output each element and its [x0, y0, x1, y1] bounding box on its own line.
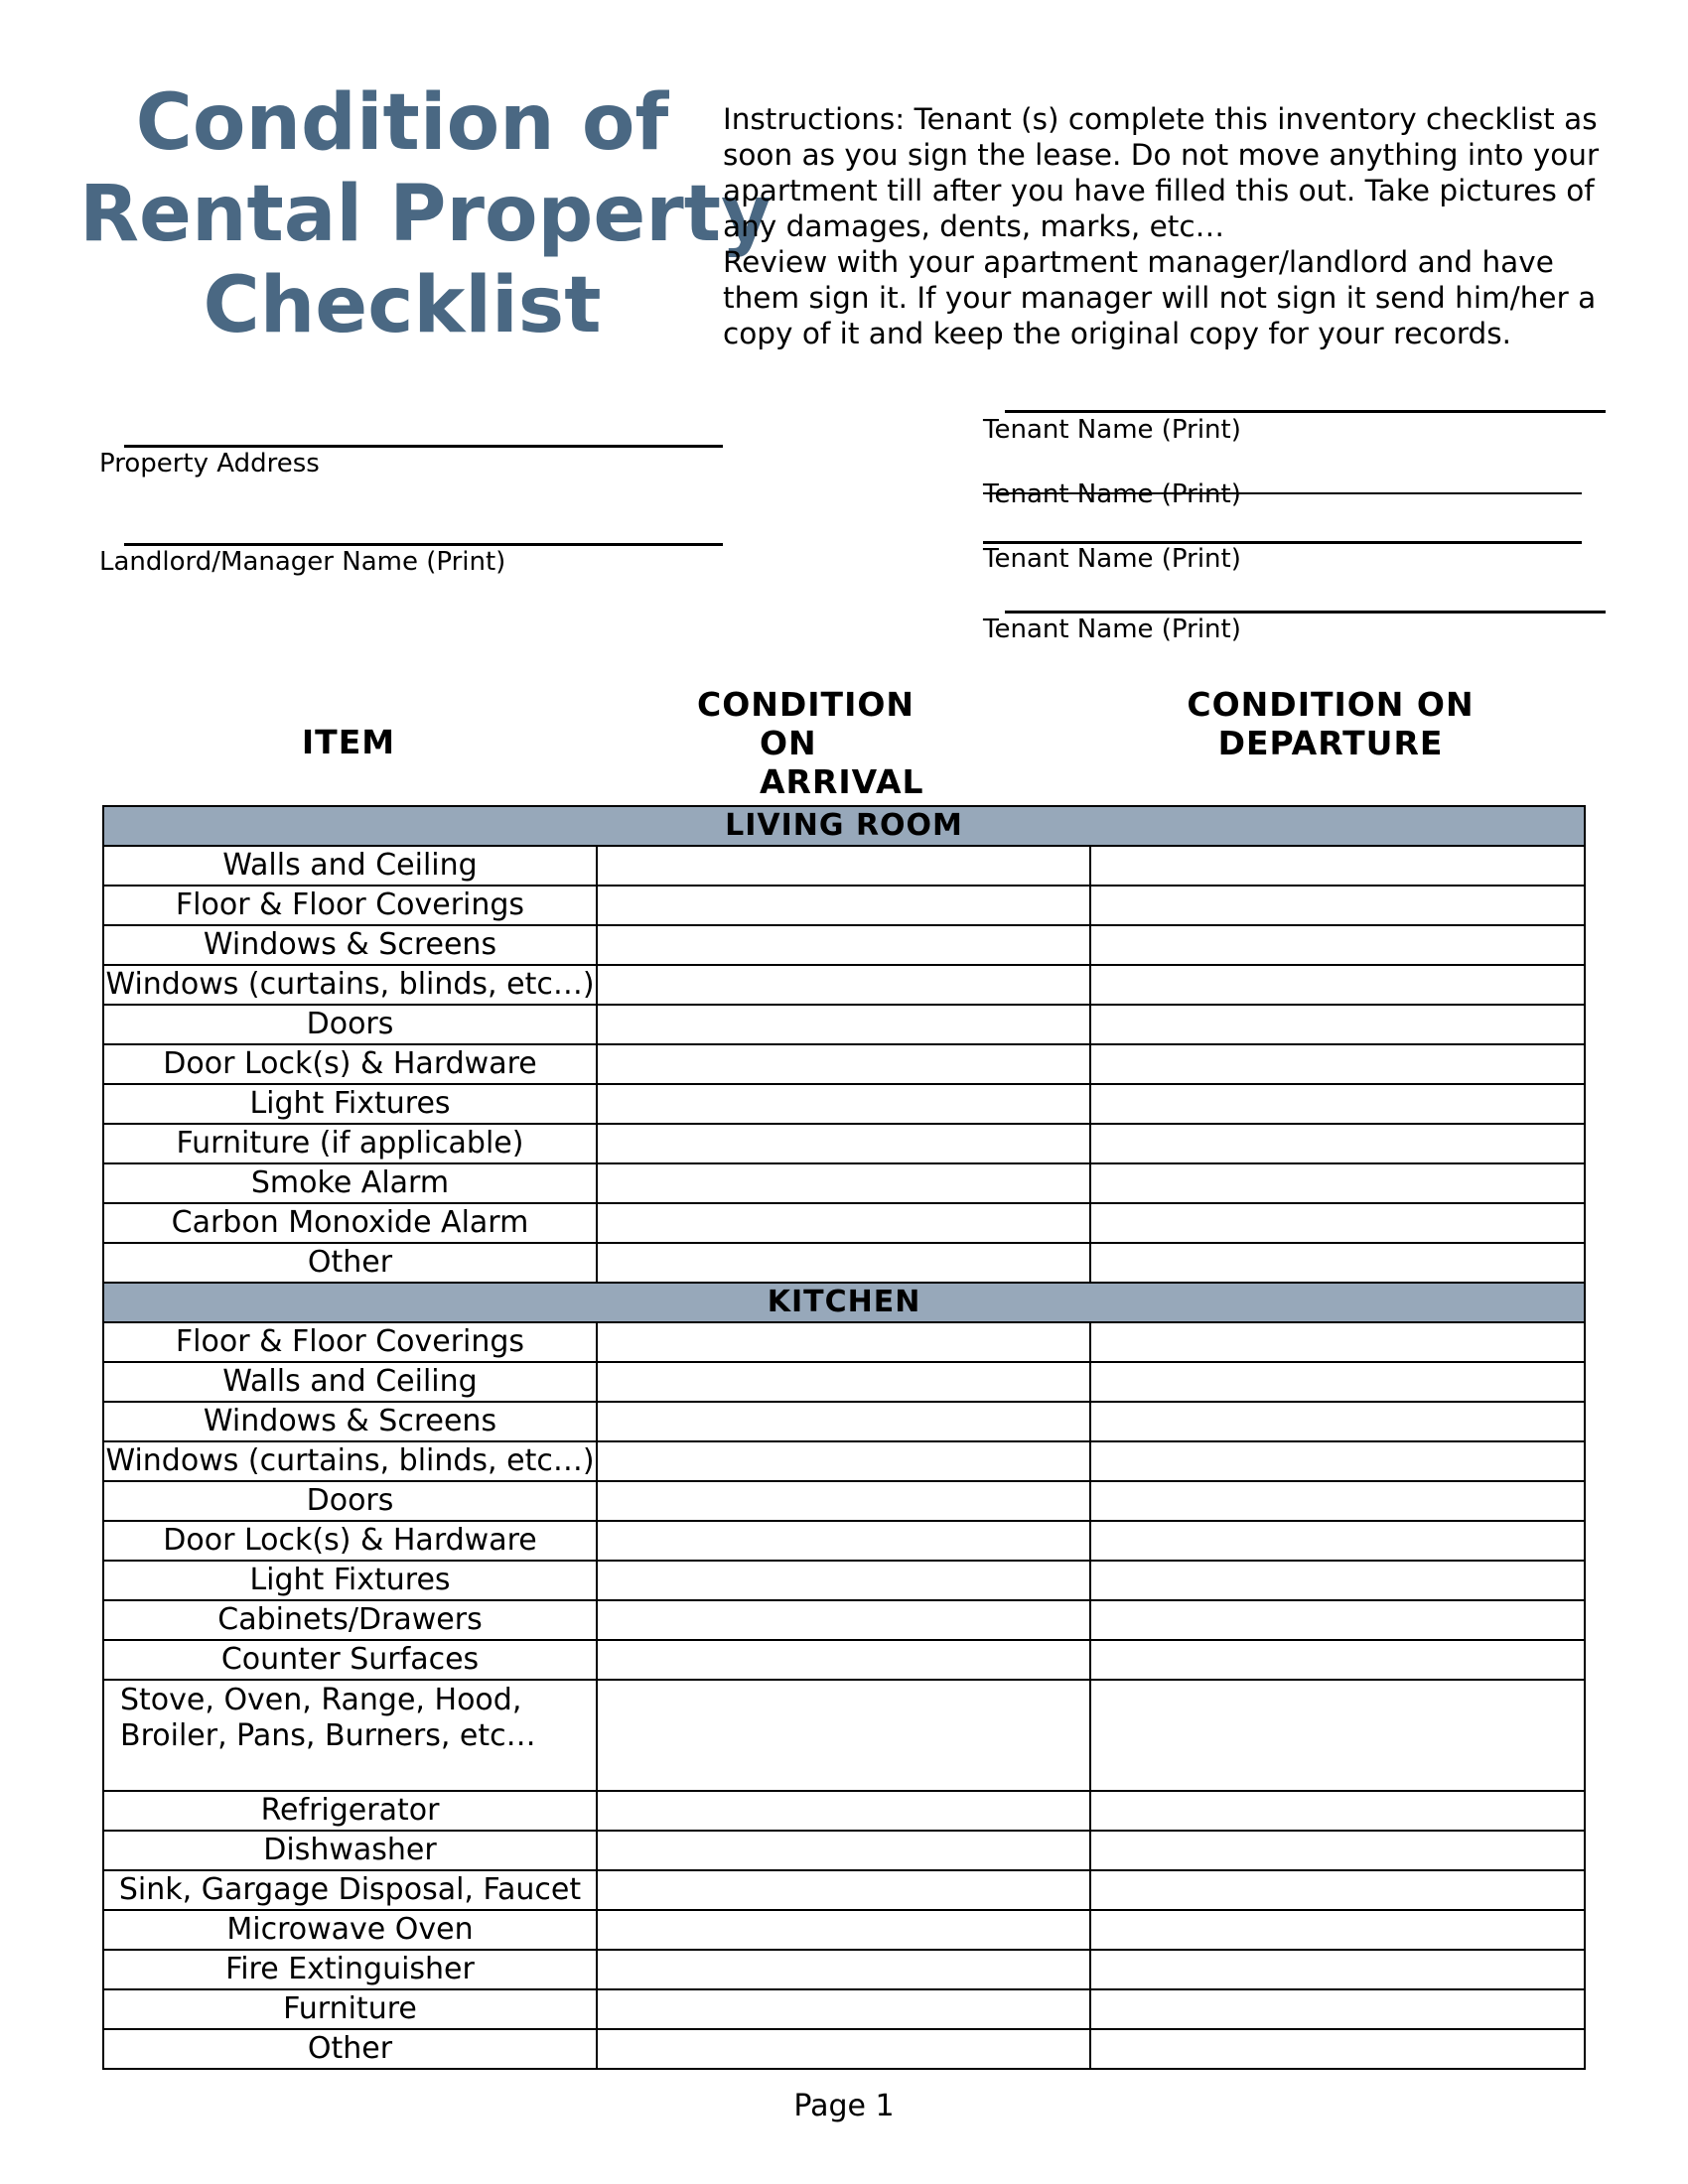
departure-cell[interactable]	[1090, 1203, 1585, 1243]
arrival-cell[interactable]	[597, 1950, 1090, 1989]
item-label: Furniture (if applicable)	[103, 1124, 597, 1163]
departure-cell[interactable]	[1090, 2029, 1585, 2069]
arrival-cell[interactable]	[597, 1322, 1090, 1362]
departure-cell[interactable]	[1090, 1362, 1585, 1402]
departure-header-line-2: DEPARTURE	[1217, 724, 1444, 762]
departure-header-line-1: CONDITION ON	[1187, 685, 1475, 724]
arrival-cell[interactable]	[597, 1203, 1090, 1243]
departure-cell[interactable]	[1090, 1561, 1585, 1600]
section-header-kitchen: KITCHEN	[103, 1283, 1585, 1322]
item-label: Windows (curtains, blinds, etc…)	[103, 1441, 597, 1481]
item-label: Carbon Monoxide Alarm	[103, 1203, 597, 1243]
landlord-name-line[interactable]	[124, 543, 723, 546]
arrival-header-line-1: CONDITION	[697, 685, 915, 724]
departure-cell[interactable]	[1090, 1831, 1585, 1870]
departure-cell[interactable]	[1090, 1163, 1585, 1203]
item-label: Cabinets/Drawers	[103, 1600, 597, 1640]
tenant-4-line[interactable]	[1005, 611, 1606, 614]
departure-cell[interactable]	[1090, 886, 1585, 925]
departure-cell[interactable]	[1090, 1402, 1585, 1441]
departure-cell[interactable]	[1090, 1791, 1585, 1831]
arrival-cell[interactable]	[597, 1441, 1090, 1481]
item-label: Light Fixtures	[103, 1561, 597, 1600]
column-header-arrival	[660, 685, 958, 801]
departure-cell[interactable]	[1090, 1124, 1585, 1163]
tenant-1-label: Tenant Name (Print)	[983, 415, 1241, 445]
property-address-line[interactable]	[124, 445, 723, 448]
arrival-cell[interactable]	[597, 846, 1090, 886]
departure-cell[interactable]	[1090, 1640, 1585, 1680]
arrival-cell[interactable]	[597, 886, 1090, 925]
page-number: Page 1	[793, 2089, 895, 2123]
item-label: Other	[103, 1243, 597, 1283]
tenant-4-label: Tenant Name (Print)	[983, 614, 1241, 644]
item-label: Smoke Alarm	[103, 1163, 597, 1203]
item-label: Doors	[103, 1481, 597, 1521]
item-label: Fire Extinguisher	[103, 1950, 597, 1989]
item-label: Dishwasher	[103, 1831, 597, 1870]
arrival-cell[interactable]	[597, 1005, 1090, 1044]
arrival-cell[interactable]	[597, 1791, 1090, 1831]
item-label: Light Fixtures	[103, 1084, 597, 1124]
item-label: Furniture	[103, 1989, 597, 2029]
departure-cell[interactable]	[1090, 1322, 1585, 1362]
arrival-cell[interactable]	[597, 1831, 1090, 1870]
tenant-2-line[interactable]	[983, 492, 1582, 494]
property-address-label: Property Address	[99, 449, 320, 478]
arrival-cell[interactable]	[597, 1640, 1090, 1680]
tenant-1-line[interactable]	[1005, 410, 1606, 413]
arrival-cell[interactable]	[597, 1084, 1090, 1124]
item-label: Microwave Oven	[103, 1910, 597, 1950]
departure-cell[interactable]	[1090, 1600, 1585, 1640]
item-label-multiline: Stove, Oven, Range, Hood, Broiler, Pans, Burners, etc…	[103, 1680, 597, 1791]
page-title	[79, 77, 772, 351]
item-label: Walls and Ceiling	[103, 846, 597, 886]
arrival-cell[interactable]	[597, 965, 1090, 1005]
tenant-3-label: Tenant Name (Print)	[983, 544, 1241, 574]
title-line-1: Condition of	[135, 78, 669, 168]
item-label: Other	[103, 2029, 597, 2069]
title-line-3: Checklist	[203, 261, 602, 350]
departure-cell[interactable]	[1090, 965, 1585, 1005]
arrival-cell[interactable]	[597, 1163, 1090, 1203]
item-label: Doors	[103, 1005, 597, 1044]
departure-cell[interactable]	[1090, 1441, 1585, 1481]
item-label: Windows & Screens	[103, 925, 597, 965]
arrival-header-line-2: ON	[760, 724, 817, 762]
departure-cell[interactable]	[1090, 1084, 1585, 1124]
departure-cell[interactable]	[1090, 1521, 1585, 1561]
departure-cell[interactable]	[1090, 1950, 1585, 1989]
departure-cell[interactable]	[1090, 1870, 1585, 1910]
arrival-cell[interactable]	[597, 2029, 1090, 2069]
section-header-living-room: LIVING ROOM	[103, 806, 1585, 846]
item-label: Sink, Gargage Disposal, Faucet	[103, 1870, 597, 1910]
departure-cell[interactable]	[1090, 1243, 1585, 1283]
departure-cell[interactable]	[1090, 1005, 1585, 1044]
arrival-cell[interactable]	[597, 1870, 1090, 1910]
departure-cell[interactable]	[1090, 1680, 1585, 1791]
landlord-name-label: Landlord/Manager Name (Print)	[99, 547, 506, 577]
arrival-cell[interactable]	[597, 1243, 1090, 1283]
departure-cell[interactable]	[1090, 1044, 1585, 1084]
arrival-cell[interactable]	[597, 1124, 1090, 1163]
departure-cell[interactable]	[1090, 925, 1585, 965]
arrival-header-line-3: ARRIVAL	[760, 762, 924, 801]
item-label: Floor & Floor Coverings	[103, 1322, 597, 1362]
arrival-cell[interactable]	[597, 1989, 1090, 2029]
item-label: Refrigerator	[103, 1791, 597, 1831]
arrival-cell[interactable]	[597, 1521, 1090, 1561]
departure-cell[interactable]	[1090, 1481, 1585, 1521]
item-label: Door Lock(s) & Hardware	[103, 1044, 597, 1084]
title-line-2: Rental Property	[79, 170, 772, 259]
item-label: Door Lock(s) & Hardware	[103, 1521, 597, 1561]
item-label: Floor & Floor Coverings	[103, 886, 597, 925]
item-label: Windows & Screens	[103, 1402, 597, 1441]
departure-cell[interactable]	[1090, 846, 1585, 886]
item-label: Windows (curtains, blinds, etc…)	[103, 965, 597, 1005]
arrival-cell[interactable]	[597, 1044, 1090, 1084]
tenant-2-label: Tenant Name (Print)	[983, 479, 1241, 509]
column-header-departure	[1162, 685, 1499, 762]
departure-cell[interactable]	[1090, 1910, 1585, 1950]
arrival-cell[interactable]	[597, 1402, 1090, 1441]
arrival-cell[interactable]	[597, 1600, 1090, 1640]
column-header-item: ITEM	[301, 723, 396, 761]
departure-cell[interactable]	[1090, 1989, 1585, 2029]
checklist-table	[102, 805, 1586, 2070]
arrival-cell[interactable]	[597, 1561, 1090, 1600]
arrival-cell[interactable]	[597, 1910, 1090, 1950]
arrival-cell[interactable]	[597, 1680, 1090, 1791]
instructions-text: Instructions: Tenant (s) complete this inventory checklist as soon as you sign the lease. Do not move anything into your apartment till after you have filled this out. Take pictures of any damages, dents, marks, etc… Review with your apartment manager/landlord and have them sign it. If your manager will not sign it send him/her a copy of it and keep the original copy for your records.	[723, 102, 1600, 350]
item-label: Walls and Ceiling	[103, 1362, 597, 1402]
arrival-cell[interactable]	[597, 1362, 1090, 1402]
item-label: Counter Surfaces	[103, 1640, 597, 1680]
arrival-cell[interactable]	[597, 925, 1090, 965]
arrival-cell[interactable]	[597, 1481, 1090, 1521]
